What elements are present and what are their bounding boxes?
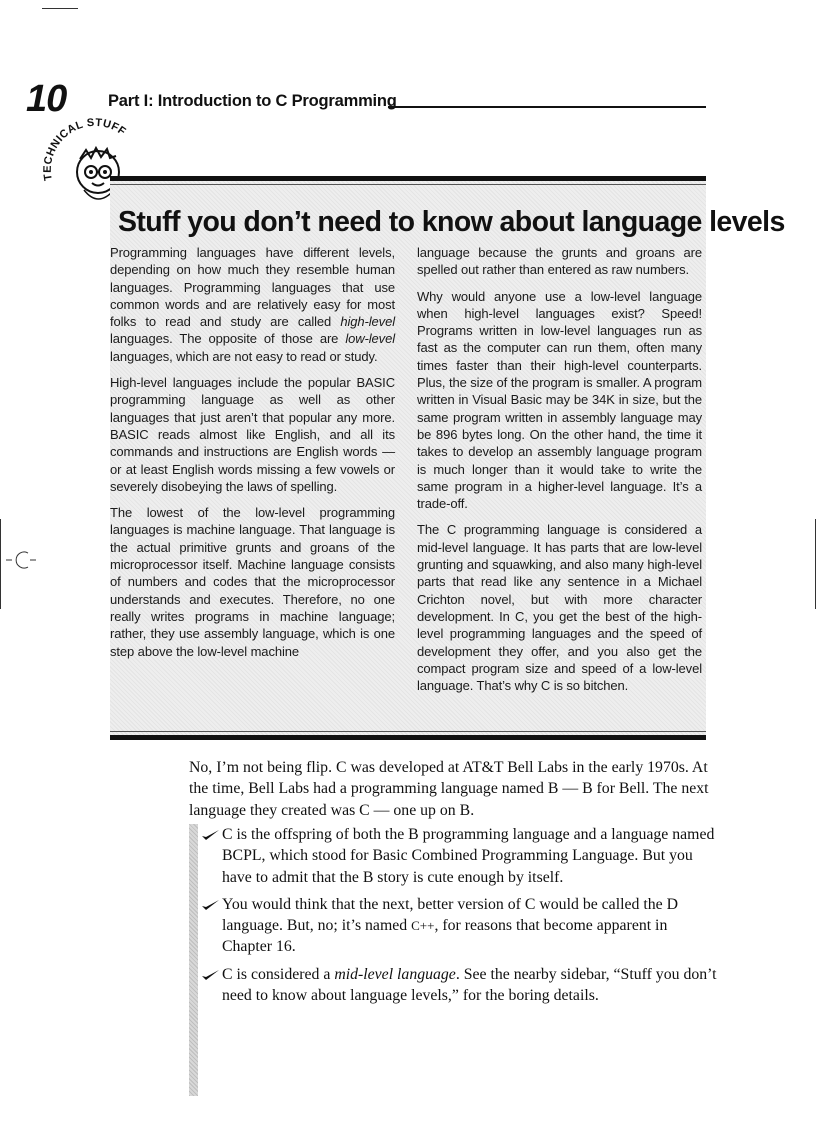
text-run: . See the nearby sidebar, “Stuff you don’t need to know about language levels,” for the boring details.	[222, 965, 717, 1005]
corner-crop-mark	[42, 8, 78, 9]
text-run: The C programming language is considered a mid-level language. It has parts that are low-level grunting and squawking, and also many high-level parts that read like any sentence in a Michael Crichton novel, but with more character development. In C, you get the best of the high-level programming languages and the speed of development they offer, and you also get the compact program size and speed of a low-level language. That’s why C is so bitchen.	[417, 522, 702, 694]
left-crop-mark	[0, 519, 1, 609]
bullet-item	[189, 824, 719, 888]
running-head: Part I: Introduction to C Programming	[108, 92, 397, 110]
page-number: 10	[26, 78, 67, 120]
bullet-items	[189, 824, 719, 1006]
sidebar-paragraph	[417, 244, 702, 279]
text-run: C++	[411, 918, 435, 934]
bullet-item	[189, 964, 719, 1007]
text-run: Programming languages have different levels, depending on how much they resemble human languages. Programming languages that use common words and are relatively easy for most folks to read and study are called	[110, 245, 395, 330]
bullet-text	[222, 966, 717, 1004]
emphasized-term: mid-level language	[334, 965, 456, 983]
text-run: languages, which are not easy to read or study.	[110, 348, 378, 364]
technical-stuff-label: TECHNICAL STUFF	[41, 116, 129, 182]
text-run: language because the grunts and groans are spelled out rather than entered as raw numbers.	[417, 245, 702, 278]
text-run: Why would anyone use a low-level language when high-level languages exist? Speed! Programs written in low-level languages run as fast as the computer can run them, often many times faster than their high-level counterparts. Plus, the size of the program is smaller. A program written in Visual Basic may be 34K in size, but the same program written in assembly language may be 896 bytes long. On the other hand, the time it takes to develop an assembly language program is much longer than it would take to write the same program in a higher-level language. It’s a trade-off.	[417, 288, 702, 512]
text-run: High-level languages include the popular BASIC programming language as well as other languages that just aren’t that popular any more. BASIC reads almost like English, and all its commands and instructions are English words — or at least English words missing a few vowels or severely disobeying the laws of spelling.	[110, 375, 395, 494]
text-run: C is the offspring of both the B programming language and a language named BCPL, which stood for Basic Combined Programming Language. But you have to admit that the B story is cute enough by itself.	[222, 826, 715, 886]
emphasized-term: low-level	[345, 331, 395, 347]
body-paragraph	[189, 757, 713, 821]
bullet-text	[222, 896, 678, 956]
sidebar-paragraph	[110, 504, 395, 660]
sidebar-paragraph	[110, 244, 395, 365]
bullet-list	[189, 824, 719, 1012]
text-run: The lowest of the low-level programming languages is machine language. That language is the actual primitive grunts and groans of the microprocessor itself. Machine language consists of numbers and codes that the microprocessor understands and executes. Therefore, no one really writes programs in machine language; rather, they use assembly language, which is one step above the low-level machine	[110, 505, 395, 659]
checkmark-icon	[201, 968, 220, 982]
text-run: C is considered a	[222, 965, 335, 983]
checkmark-icon	[201, 898, 220, 912]
body-paragraph-text: No, I’m not being flip. C was developed at AT&T Bell Labs in the early 1970s. At the time, Bell Labs had a programming language named B — B for Bell. The next language they created was C — one up on B.	[189, 759, 709, 819]
emphasized-term: high-level	[340, 314, 395, 330]
sidebar-rule-bottom	[110, 731, 706, 732]
bullet-text	[222, 826, 714, 886]
sidebar-column-left	[110, 244, 395, 669]
text-run: You would think that the next, better version of C would be called the D language. But, no; it’s named	[222, 895, 678, 935]
sidebar-box	[110, 176, 785, 740]
text-run: , for reasons that become apparent in Chapter 16.	[222, 917, 668, 956]
checkmark-icon	[201, 828, 220, 842]
sidebar-paragraph	[417, 521, 702, 694]
header-rule	[388, 106, 706, 108]
bullet-item	[189, 894, 719, 958]
sidebar-column-right	[417, 244, 702, 703]
sidebar-title: Stuff you don’t need to know about language levels	[118, 206, 785, 238]
sidebar-paragraph	[417, 288, 702, 513]
sidebar-rule-top	[110, 184, 706, 185]
registration-mark-icon	[6, 548, 36, 572]
text-run: languages. The opposite of those are	[110, 331, 346, 347]
sidebar-paragraph	[110, 374, 395, 495]
